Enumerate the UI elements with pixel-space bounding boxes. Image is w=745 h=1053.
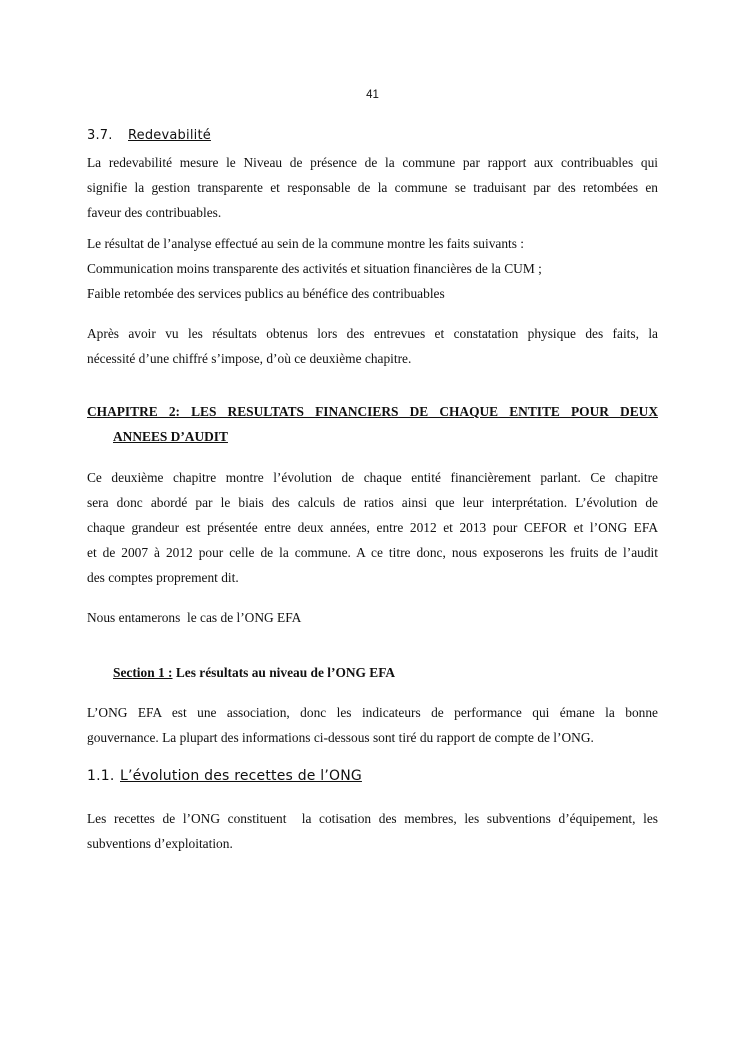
- section-1-1-number: 1.1.: [87, 768, 115, 784]
- section-3-7-title: Redevabilité: [128, 128, 211, 143]
- section-3-7-heading: [87, 128, 658, 143]
- text-line: des comptes proprement dit.: [87, 570, 239, 585]
- text-line: L’ONG EFA est une association, donc les indicateurs de performance qui émane la bonne: [87, 705, 658, 720]
- text-line: Le résultat de l’analyse effectué au sein de la commune montre les faits suivants :: [87, 236, 525, 251]
- page-number: 41: [366, 89, 379, 101]
- text-line: Communication moins transparente des activités et situation financières de la CUM ;: [87, 261, 542, 276]
- section-1-1-paragraph: [87, 806, 658, 856]
- section-3-7-paragraph-2: [87, 231, 658, 306]
- section-3-7-paragraph-1: [87, 150, 658, 225]
- text-line: subventions d’exploitation.: [87, 836, 233, 851]
- text-line: Après avoir vu les résultats obtenus lors des entrevues et constatation physique des faits, la: [87, 326, 658, 341]
- section-1-label: Section 1 :: [113, 665, 173, 680]
- text-line: Les recettes de l’ONG constituent la cotisation des membres, les subventions d’équipement, les: [87, 811, 658, 826]
- text-line: faveur des contribuables.: [87, 205, 222, 220]
- section-1-1-heading: [87, 768, 658, 784]
- section-1-paragraph: [87, 700, 658, 750]
- section-3-7-paragraph-3: [87, 321, 658, 371]
- text-line: sera donc abordé par le biais des calculs de ratios ainsi que leur interprétation. L’évolution de: [87, 495, 658, 510]
- chapter-title-line-2: ANNEES D’AUDIT: [113, 429, 228, 444]
- text-line: Nous entamerons le cas de l’ONG EFA: [87, 610, 302, 625]
- text-line: Ce deuxième chapitre montre l’évolution de chaque entité financièrement parlant. Ce chapitre: [87, 470, 658, 485]
- chapter-2-title: [87, 399, 658, 449]
- text-line: La redevabilité mesure le Niveau de présence de la commune par rapport aux contribuables qui: [87, 155, 658, 170]
- chapter-2-paragraph-2: [87, 605, 658, 630]
- section-3-7-number: 3.7.: [87, 128, 113, 143]
- text-line: signifie la gestion transparente et responsable de la commune se traduisant par des retombées en: [87, 180, 658, 195]
- text-line: et de 2007 à 2012 pour celle de la commune. A ce titre donc, nous exposerons les fruits de l’audit: [87, 545, 658, 560]
- text-line: nécessité d’une chiffré s’impose, d’où ce deuxième chapitre.: [87, 351, 412, 366]
- chapter-2-paragraph-1: [87, 465, 658, 590]
- section-1-1-title: L’évolution des recettes de l’ONG: [120, 768, 362, 784]
- chapter-title-line-1: CHAPITRE 2: LES RESULTATS FINANCIERS DE CHAQUE ENTITE POUR DEUX: [87, 404, 658, 419]
- text-line: gouvernance. La plupart des informations ci-dessous sont tiré du rapport de compte de l’ONG.: [87, 730, 594, 745]
- section-1-title: Les résultats au niveau de l’ONG EFA: [172, 665, 396, 680]
- text-line: Faible retombée des services publics au bénéfice des contribuables: [87, 286, 445, 301]
- section-1-heading: [87, 660, 658, 685]
- text-line: chaque grandeur est présentée entre deux années, entre 2012 et 2013 pour CEFOR et l’ONG EFA: [87, 520, 658, 535]
